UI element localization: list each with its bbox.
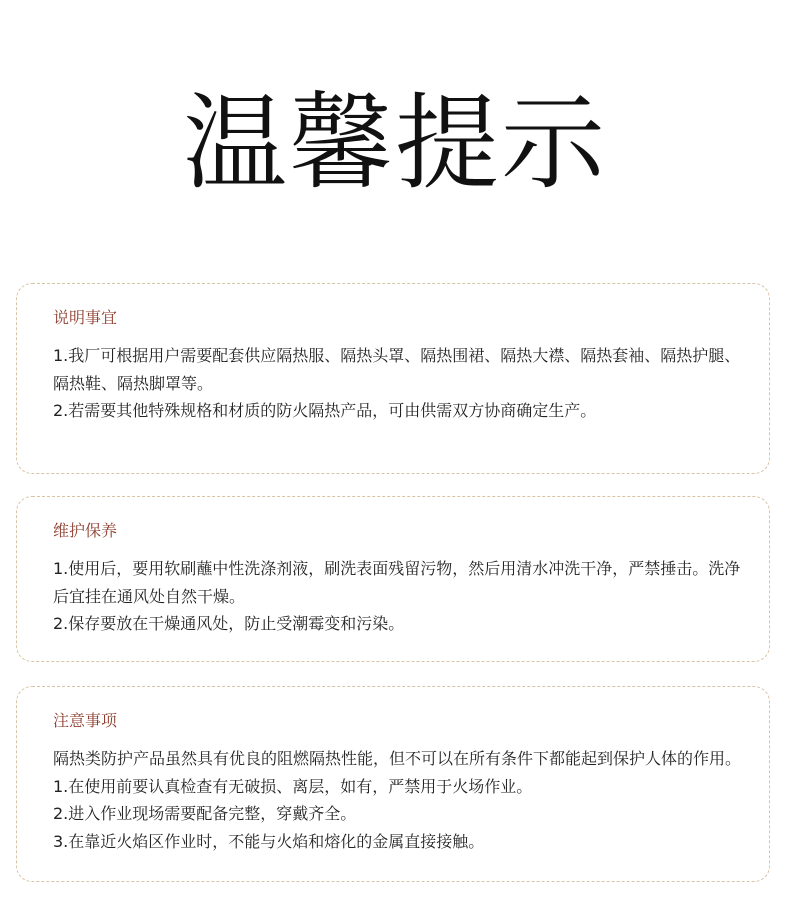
- paragraph: 2.进入作业现场需要配备完整，穿戴齐全。: [53, 804, 357, 823]
- paragraph: 3.在靠近火焰区作业时，不能与火焰和熔化的金属直接接触。: [53, 831, 485, 851]
- page-title: 温馨提示: [182, 82, 607, 204]
- section-body: [53, 342, 755, 425]
- section-heading: 说明事宜: [53, 308, 118, 327]
- section-heading: 注意事项: [53, 711, 118, 730]
- section-heading: 维护保养: [53, 521, 118, 540]
- section-body: [53, 745, 755, 855]
- paragraph: 1.使用后，要用软刷蘸中性洗涤剂液，刷洗表面残留污物，然后用清水冲洗干净，严禁捶击。洗净后宜挂在通风处自然干燥。: [53, 559, 741, 606]
- section-maintenance: [16, 496, 770, 662]
- section-instructions: [16, 283, 770, 474]
- paragraph: 1.在使用前要认真检查有无破损、离层，如有，严禁用于火场作业。: [53, 776, 533, 796]
- section-body: [53, 555, 755, 638]
- paragraph: 2.若需要其他特殊规格和材质的防火隔热产品，可由供需双方协商确定生产。: [53, 401, 597, 420]
- section-precautions: [16, 686, 770, 882]
- paragraph: 1.我厂可根据用户需要配套供应隔热服、隔热头罩、隔热围裙、隔热大襟、隔热套袖、隔热护腿、隔热鞋、隔热脚罩等。: [53, 346, 741, 393]
- paragraph: 2.保存要放在干燥通风处，防止受潮霉变和污染。: [53, 614, 405, 633]
- paragraph: 隔热类防护产品虽然具有优良的阻燃隔热性能，但不可以在所有条件下都能起到保护人体的作用。: [53, 749, 742, 768]
